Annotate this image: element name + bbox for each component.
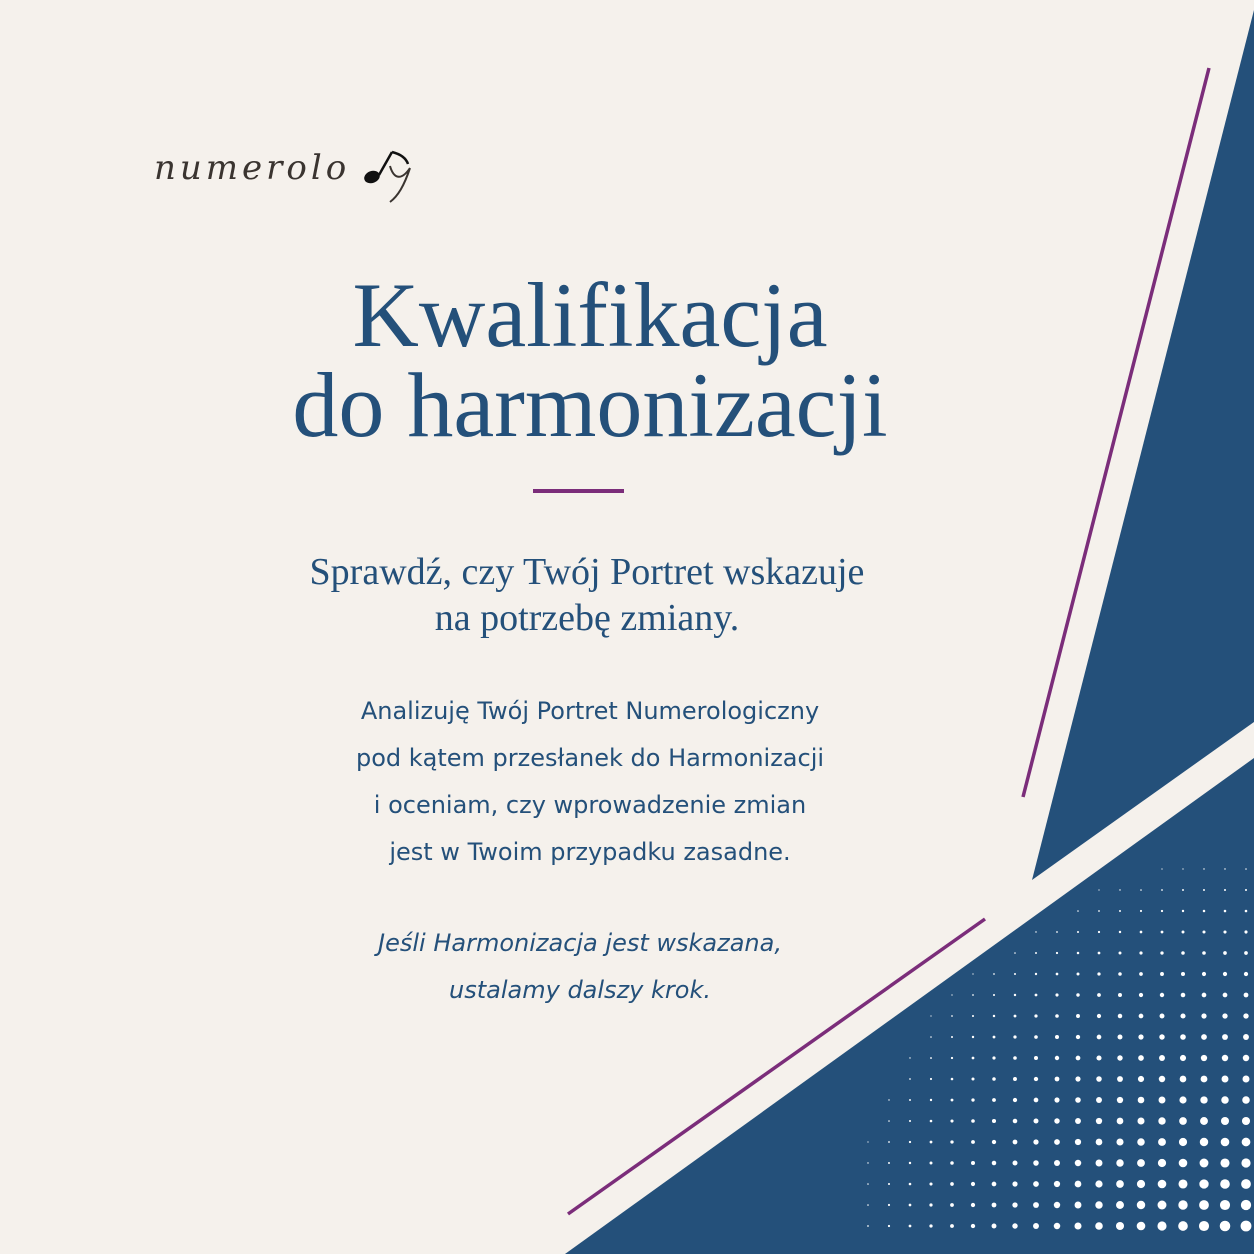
navy-triangle-right — [1032, 10, 1254, 880]
halftone-dot — [1056, 973, 1059, 976]
halftone-dot — [1222, 1013, 1227, 1018]
halftone-dot — [909, 1204, 912, 1207]
halftone-dot — [1223, 993, 1228, 998]
halftone-dot — [1035, 994, 1038, 997]
halftone-dot — [1033, 1139, 1038, 1144]
halftone-dot — [1180, 1034, 1186, 1040]
halftone-dot — [951, 1078, 954, 1081]
halftone-dot — [1075, 1076, 1080, 1081]
halftone-dot — [1159, 1034, 1164, 1039]
halftone-dot — [1076, 1056, 1081, 1061]
halftone-dot — [1014, 973, 1016, 975]
halftone-dot — [1097, 1014, 1101, 1018]
halftone-dot — [950, 1182, 954, 1186]
halftone-dot — [992, 1161, 997, 1166]
halftone-dot — [971, 1203, 975, 1207]
description-line-2: pod kątem przesłanek do Harmonizacji — [355, 744, 825, 772]
halftone-dot — [1222, 1076, 1229, 1083]
halftone-dot — [888, 1183, 890, 1185]
halftone-dot — [1224, 889, 1226, 891]
halftone-dot — [1054, 1118, 1059, 1123]
halftone-dot — [1054, 1160, 1060, 1166]
halftone-dot — [1179, 1138, 1187, 1146]
halftone-dot — [1033, 1223, 1039, 1229]
halftone-dot — [1098, 889, 1099, 890]
halftone-dot — [1035, 931, 1036, 932]
halftone-dot — [1117, 1118, 1124, 1125]
halftone-dot — [993, 1015, 995, 1017]
halftone-dot — [1178, 1200, 1187, 1209]
halftone-dot — [1056, 931, 1058, 933]
halftone-dot — [1077, 973, 1080, 976]
halftone-dot — [1140, 931, 1143, 934]
halftone-dot — [929, 1224, 932, 1227]
halftone-dot — [1158, 1201, 1167, 1210]
halftone-dot — [1077, 910, 1079, 912]
halftone-dot — [909, 1162, 911, 1164]
halftone-dot — [1182, 931, 1185, 934]
halftone-dot — [1161, 931, 1164, 934]
halftone-dot — [1116, 1138, 1123, 1145]
closing-line-2: ustalamy dalszy krok. — [449, 976, 711, 1004]
halftone-dot — [992, 1077, 996, 1081]
halftone-dot — [1137, 1138, 1144, 1145]
halftone-dot — [1199, 1200, 1209, 1210]
subtitle — [230, 549, 944, 641]
halftone-dot — [930, 1015, 931, 1016]
halftone-dot — [1200, 1138, 1208, 1146]
halftone-dot — [1096, 1076, 1102, 1082]
halftone-dot — [1202, 930, 1205, 933]
halftone-dot — [971, 1224, 975, 1228]
halftone-dot — [1242, 1096, 1250, 1104]
halftone-dot — [888, 1099, 889, 1100]
halftone-dot — [888, 1141, 890, 1143]
halftone-dot — [1012, 1202, 1017, 1207]
halftone-dot — [1137, 1117, 1144, 1124]
halftone-dot — [1201, 1013, 1206, 1018]
halftone-dot — [867, 1204, 869, 1206]
halftone-dot — [888, 1120, 890, 1122]
title-line-2: do harmonizacji — [292, 354, 888, 456]
halftone-dot — [1221, 1138, 1230, 1147]
halftone-dot — [950, 1203, 954, 1207]
halftone-dot — [1200, 1159, 1209, 1168]
halftone-dot — [1200, 1096, 1207, 1103]
halftone-dot — [1096, 1160, 1103, 1167]
halftone-dot — [951, 1099, 954, 1102]
halftone-dot — [1202, 972, 1206, 976]
halftone-dot — [1159, 1076, 1165, 1082]
halftone-dot — [1180, 1076, 1187, 1083]
halftone-dot — [993, 973, 995, 975]
halftone-dot — [1199, 1179, 1208, 1188]
halftone-dot — [1034, 1077, 1038, 1081]
halftone-dot — [992, 1140, 996, 1144]
page-title — [180, 264, 1000, 456]
halftone-dot — [1097, 972, 1100, 975]
halftone-dot — [972, 994, 974, 996]
halftone-dot — [930, 1120, 933, 1123]
halftone-dot — [1054, 1181, 1060, 1187]
halftone-dot — [867, 1183, 869, 1185]
halftone-dot — [1203, 910, 1206, 913]
halftone-dot — [1074, 1222, 1081, 1229]
halftone-dot — [1243, 1076, 1250, 1083]
halftone-dot — [1055, 1056, 1059, 1060]
halftone-dot — [1241, 1200, 1251, 1210]
halftone-dot — [1076, 1014, 1080, 1018]
halftone-dot — [1199, 1221, 1209, 1231]
halftone-dot — [1244, 972, 1248, 976]
halftone-dot — [1159, 1055, 1165, 1061]
halftone-dot — [1161, 889, 1163, 891]
halftone-dot — [1222, 1055, 1228, 1061]
halftone-dot — [1075, 1097, 1081, 1103]
halftone-dot — [992, 1119, 996, 1123]
halftone-dot — [1241, 1221, 1252, 1232]
halftone-dot — [1014, 994, 1016, 996]
halftone-dot — [1055, 1035, 1059, 1039]
halftone-dot — [1118, 1035, 1123, 1040]
halftone-dot — [1095, 1201, 1102, 1208]
title-line-1: Kwalifikacja — [352, 264, 828, 366]
halftone-dot — [1201, 1076, 1208, 1083]
halftone-dot — [867, 1225, 869, 1227]
halftone-dot — [929, 1182, 932, 1185]
halftone-dot — [1139, 951, 1142, 954]
halftone-dot — [1054, 1139, 1060, 1145]
halftone-dot — [909, 1120, 911, 1122]
halftone-dot — [1098, 952, 1101, 955]
halftone-dot — [971, 1140, 975, 1144]
halftone-dot — [1075, 1118, 1081, 1124]
halftone-dot — [1097, 993, 1101, 997]
halftone-dot — [1181, 951, 1185, 955]
halftone-dot — [992, 1182, 997, 1187]
halftone-dot — [1138, 1097, 1145, 1104]
halftone-dot — [1224, 910, 1227, 913]
halftone-dot — [1203, 868, 1204, 869]
subtitle-line-2: na potrzebę zmiany. — [434, 597, 740, 639]
halftone-dot — [1181, 972, 1185, 976]
halftone-dot — [1116, 1222, 1124, 1230]
halftone-dot — [1220, 1179, 1230, 1189]
halftone-dot — [1139, 972, 1143, 976]
halftone-dot — [1096, 1097, 1102, 1103]
halftone-dot — [992, 1224, 997, 1229]
halftone-dot — [930, 1162, 933, 1165]
halftone-dot — [1159, 1097, 1166, 1104]
halftone-dot — [1179, 1096, 1186, 1103]
halftone-dot — [1220, 1221, 1231, 1232]
halftone-dot — [909, 1183, 912, 1186]
halftone-dot — [867, 1141, 868, 1142]
halftone-dot — [1158, 1159, 1166, 1167]
halftone-dot — [972, 1036, 974, 1038]
halftone-dot — [1223, 951, 1227, 955]
logo-wordmark: numerolo — [154, 148, 351, 188]
halftone-dot — [951, 1015, 953, 1017]
halftone-dot — [1075, 1181, 1082, 1188]
halftone-dot — [1201, 1034, 1207, 1040]
halftone-dot — [1035, 952, 1037, 954]
halftone-dot — [1055, 1077, 1060, 1082]
halftone-dot — [1139, 1014, 1144, 1019]
halftone-dot — [1055, 1014, 1059, 1018]
halftone-dot — [930, 1141, 933, 1144]
halftone-dot — [1096, 1139, 1103, 1146]
halftone-dot — [1182, 889, 1184, 891]
halftone-dot — [1116, 1180, 1124, 1188]
halftone-dot — [1054, 1097, 1059, 1102]
halftone-dot — [1158, 1180, 1167, 1189]
halftone-dot — [1033, 1181, 1039, 1187]
halftone-dot — [1138, 1055, 1144, 1061]
halftone-dot — [930, 1078, 932, 1080]
halftone-dot — [971, 1161, 975, 1165]
halftone-dot — [972, 973, 973, 974]
halftone-dot — [909, 1225, 912, 1228]
halftone-dot — [951, 1057, 953, 1059]
halftone-dot — [1012, 1160, 1017, 1165]
halftone-dot — [1014, 1015, 1017, 1018]
description-line-4: jest w Twoim przypadku zasadne. — [389, 838, 791, 866]
halftone-dot — [1137, 1201, 1145, 1209]
description-paragraph — [290, 688, 890, 876]
halftone-dot — [1158, 1117, 1165, 1124]
halftone-dot — [1035, 973, 1037, 975]
halftone-dot — [909, 1141, 911, 1143]
halftone-dot — [1013, 1119, 1018, 1124]
halftone-dot — [1242, 1138, 1251, 1147]
halftone-dot — [1117, 1055, 1122, 1060]
halftone-dot — [1077, 931, 1079, 933]
halftone-dot — [1179, 1159, 1188, 1168]
halftone-dot — [1202, 951, 1206, 955]
subtitle-line-1: Sprawdź, czy Twój Portret wskazuje — [309, 551, 865, 593]
halftone-dot — [1241, 1179, 1251, 1189]
halftone-dot — [1241, 1158, 1250, 1167]
halftone-dot — [1014, 952, 1016, 954]
halftone-dot — [1054, 1202, 1060, 1208]
halftone-dot — [1095, 1222, 1103, 1230]
halftone-dot — [951, 994, 952, 995]
halftone-dot — [1160, 993, 1164, 997]
music-note-icon — [152, 140, 422, 210]
halftone-dot — [1034, 1035, 1038, 1039]
halftone-dot — [909, 1099, 911, 1101]
halftone-dot — [950, 1119, 953, 1122]
halftone-dot — [1012, 1223, 1017, 1228]
numerology-logo — [152, 140, 422, 210]
halftone-dot — [1244, 930, 1247, 933]
halftone-dot — [1077, 952, 1080, 955]
halftone-dot — [950, 1140, 953, 1143]
halftone-dot — [1220, 1158, 1229, 1167]
halftone-dot — [867, 1162, 868, 1163]
halftone-dot — [1158, 1138, 1166, 1146]
halftone-dot — [971, 1098, 974, 1101]
halftone-dot — [951, 1036, 953, 1038]
halftone-dot — [1076, 1035, 1080, 1039]
halftone-dot — [1033, 1160, 1039, 1166]
halftone-dot — [1223, 972, 1227, 976]
halftone-dot — [1075, 1160, 1082, 1167]
closing-paragraph — [290, 920, 870, 1014]
halftone-dot — [1118, 993, 1122, 997]
halftone-dot — [1075, 1139, 1081, 1145]
halftone-dot — [1098, 910, 1100, 912]
halftone-dot — [1243, 1034, 1249, 1040]
halftone-dot — [1157, 1221, 1166, 1230]
halftone-dot — [888, 1225, 890, 1227]
halftone-dot — [1221, 1096, 1229, 1104]
halftone-dot — [1182, 868, 1183, 869]
halftone-dot — [909, 1078, 911, 1080]
halftone-dot — [1140, 889, 1142, 891]
halftone-dot — [888, 1162, 890, 1164]
halftone-dot — [1244, 993, 1249, 998]
halftone-dot — [909, 1057, 910, 1058]
halftone-dot — [1222, 1034, 1228, 1040]
halftone-dot — [1034, 1014, 1037, 1017]
halftone-dot — [972, 1015, 974, 1017]
halftone-dot — [1160, 1014, 1165, 1019]
halftone-dot — [1181, 993, 1186, 998]
halftone-dot — [1179, 1117, 1187, 1125]
halftone-dot — [1119, 910, 1121, 912]
halftone-dot — [950, 1224, 954, 1228]
title-divider — [533, 489, 624, 493]
halftone-dot — [1201, 1055, 1207, 1061]
halftone-dot — [1118, 972, 1122, 976]
halftone-dot — [1137, 1180, 1145, 1188]
halftone-dot — [1033, 1118, 1038, 1123]
halftone-dot — [1116, 1159, 1123, 1166]
halftone-dot — [993, 1036, 996, 1039]
halftone-dot — [1013, 1056, 1017, 1060]
halftone-dot — [992, 1098, 996, 1102]
halftone-dot — [1117, 1097, 1123, 1103]
halftone-dot — [1180, 1013, 1185, 1018]
halftone-dot — [1137, 1222, 1146, 1231]
halftone-dot — [1013, 1098, 1017, 1102]
halftone-dot — [992, 1056, 995, 1059]
halftone-dot — [1012, 1181, 1017, 1186]
halftone-dot — [971, 1119, 975, 1123]
halftone-dot — [1245, 889, 1247, 891]
halftone-dot — [1161, 910, 1163, 912]
halftone-dot — [1220, 1200, 1230, 1210]
halftone-dot — [1139, 993, 1143, 997]
halftone-dot — [1098, 931, 1100, 933]
halftone-dot — [1013, 1035, 1016, 1038]
halftone-dot — [1095, 1180, 1102, 1187]
halftone-dot — [930, 1057, 932, 1059]
halftone-dot — [1224, 868, 1225, 869]
halftone-dot — [1245, 868, 1247, 870]
halftone-dot — [1223, 930, 1226, 933]
halftone-dot — [1118, 1014, 1122, 1018]
halftone-dot — [1013, 1140, 1018, 1145]
halftone-dot — [1180, 1055, 1186, 1061]
halftone-dot — [1013, 1077, 1017, 1081]
halftone-dot — [992, 1203, 997, 1208]
halftone-dot — [1245, 910, 1248, 913]
halftone-dot — [1137, 1159, 1145, 1167]
halftone-dot — [930, 1036, 932, 1038]
closing-line-1: Jeśli Harmonizacja jest wskazana, — [378, 929, 782, 957]
halftone-dot — [1096, 1118, 1102, 1124]
halftone-dot — [1097, 1035, 1102, 1040]
halftone-dot — [1178, 1221, 1188, 1231]
halftone-dot — [1054, 1223, 1061, 1230]
halftone-dot — [1117, 1076, 1123, 1082]
halftone-dot — [1203, 889, 1205, 891]
halftone-dot — [1182, 910, 1184, 912]
halftone-dot — [1033, 1202, 1039, 1208]
halftone-dot — [888, 1204, 890, 1206]
halftone-dot — [971, 1077, 974, 1080]
description-line-3: i oceniam, czy wprowadzenie zmian — [373, 791, 807, 819]
halftone-dot — [1119, 952, 1122, 955]
halftone-dot — [1140, 910, 1142, 912]
halftone-dot — [950, 1161, 954, 1165]
halftone-dot — [1056, 952, 1058, 954]
halftone-dot — [930, 1099, 932, 1101]
halftone-dot — [1242, 1117, 1250, 1125]
halftone-dot — [1160, 972, 1164, 976]
halftone-dot — [1055, 993, 1058, 996]
halftone-dot — [1178, 1179, 1187, 1188]
halftone-dot — [1119, 931, 1121, 933]
halftone-dot — [993, 994, 995, 996]
halftone-dot — [1116, 1201, 1124, 1209]
halftone-dot — [1075, 1202, 1082, 1209]
halftone-dot — [1200, 1117, 1208, 1125]
halftone-dot — [971, 1182, 975, 1186]
halftone-dot — [1161, 868, 1162, 869]
halftone-dot — [1160, 951, 1163, 954]
halftone-dot — [1034, 1098, 1039, 1103]
halftone-dot — [1138, 1076, 1144, 1082]
description-line-1: Analizuję Twój Portret Numerologiczny — [360, 697, 820, 725]
halftone-dot — [929, 1203, 932, 1206]
halftone-dot — [1202, 993, 1207, 998]
halftone-dot — [1221, 1117, 1229, 1125]
halftone-dot — [1243, 1055, 1249, 1061]
halftone-dot — [1076, 993, 1079, 996]
halftone-dot — [1243, 1013, 1248, 1018]
halftone-dot — [1034, 1056, 1038, 1060]
halftone-dot — [1096, 1055, 1101, 1060]
halftone-dot — [1119, 889, 1120, 890]
halftone-dot — [972, 1057, 975, 1060]
halftone-dot — [1138, 1034, 1143, 1039]
halftone-dot — [1244, 951, 1248, 955]
